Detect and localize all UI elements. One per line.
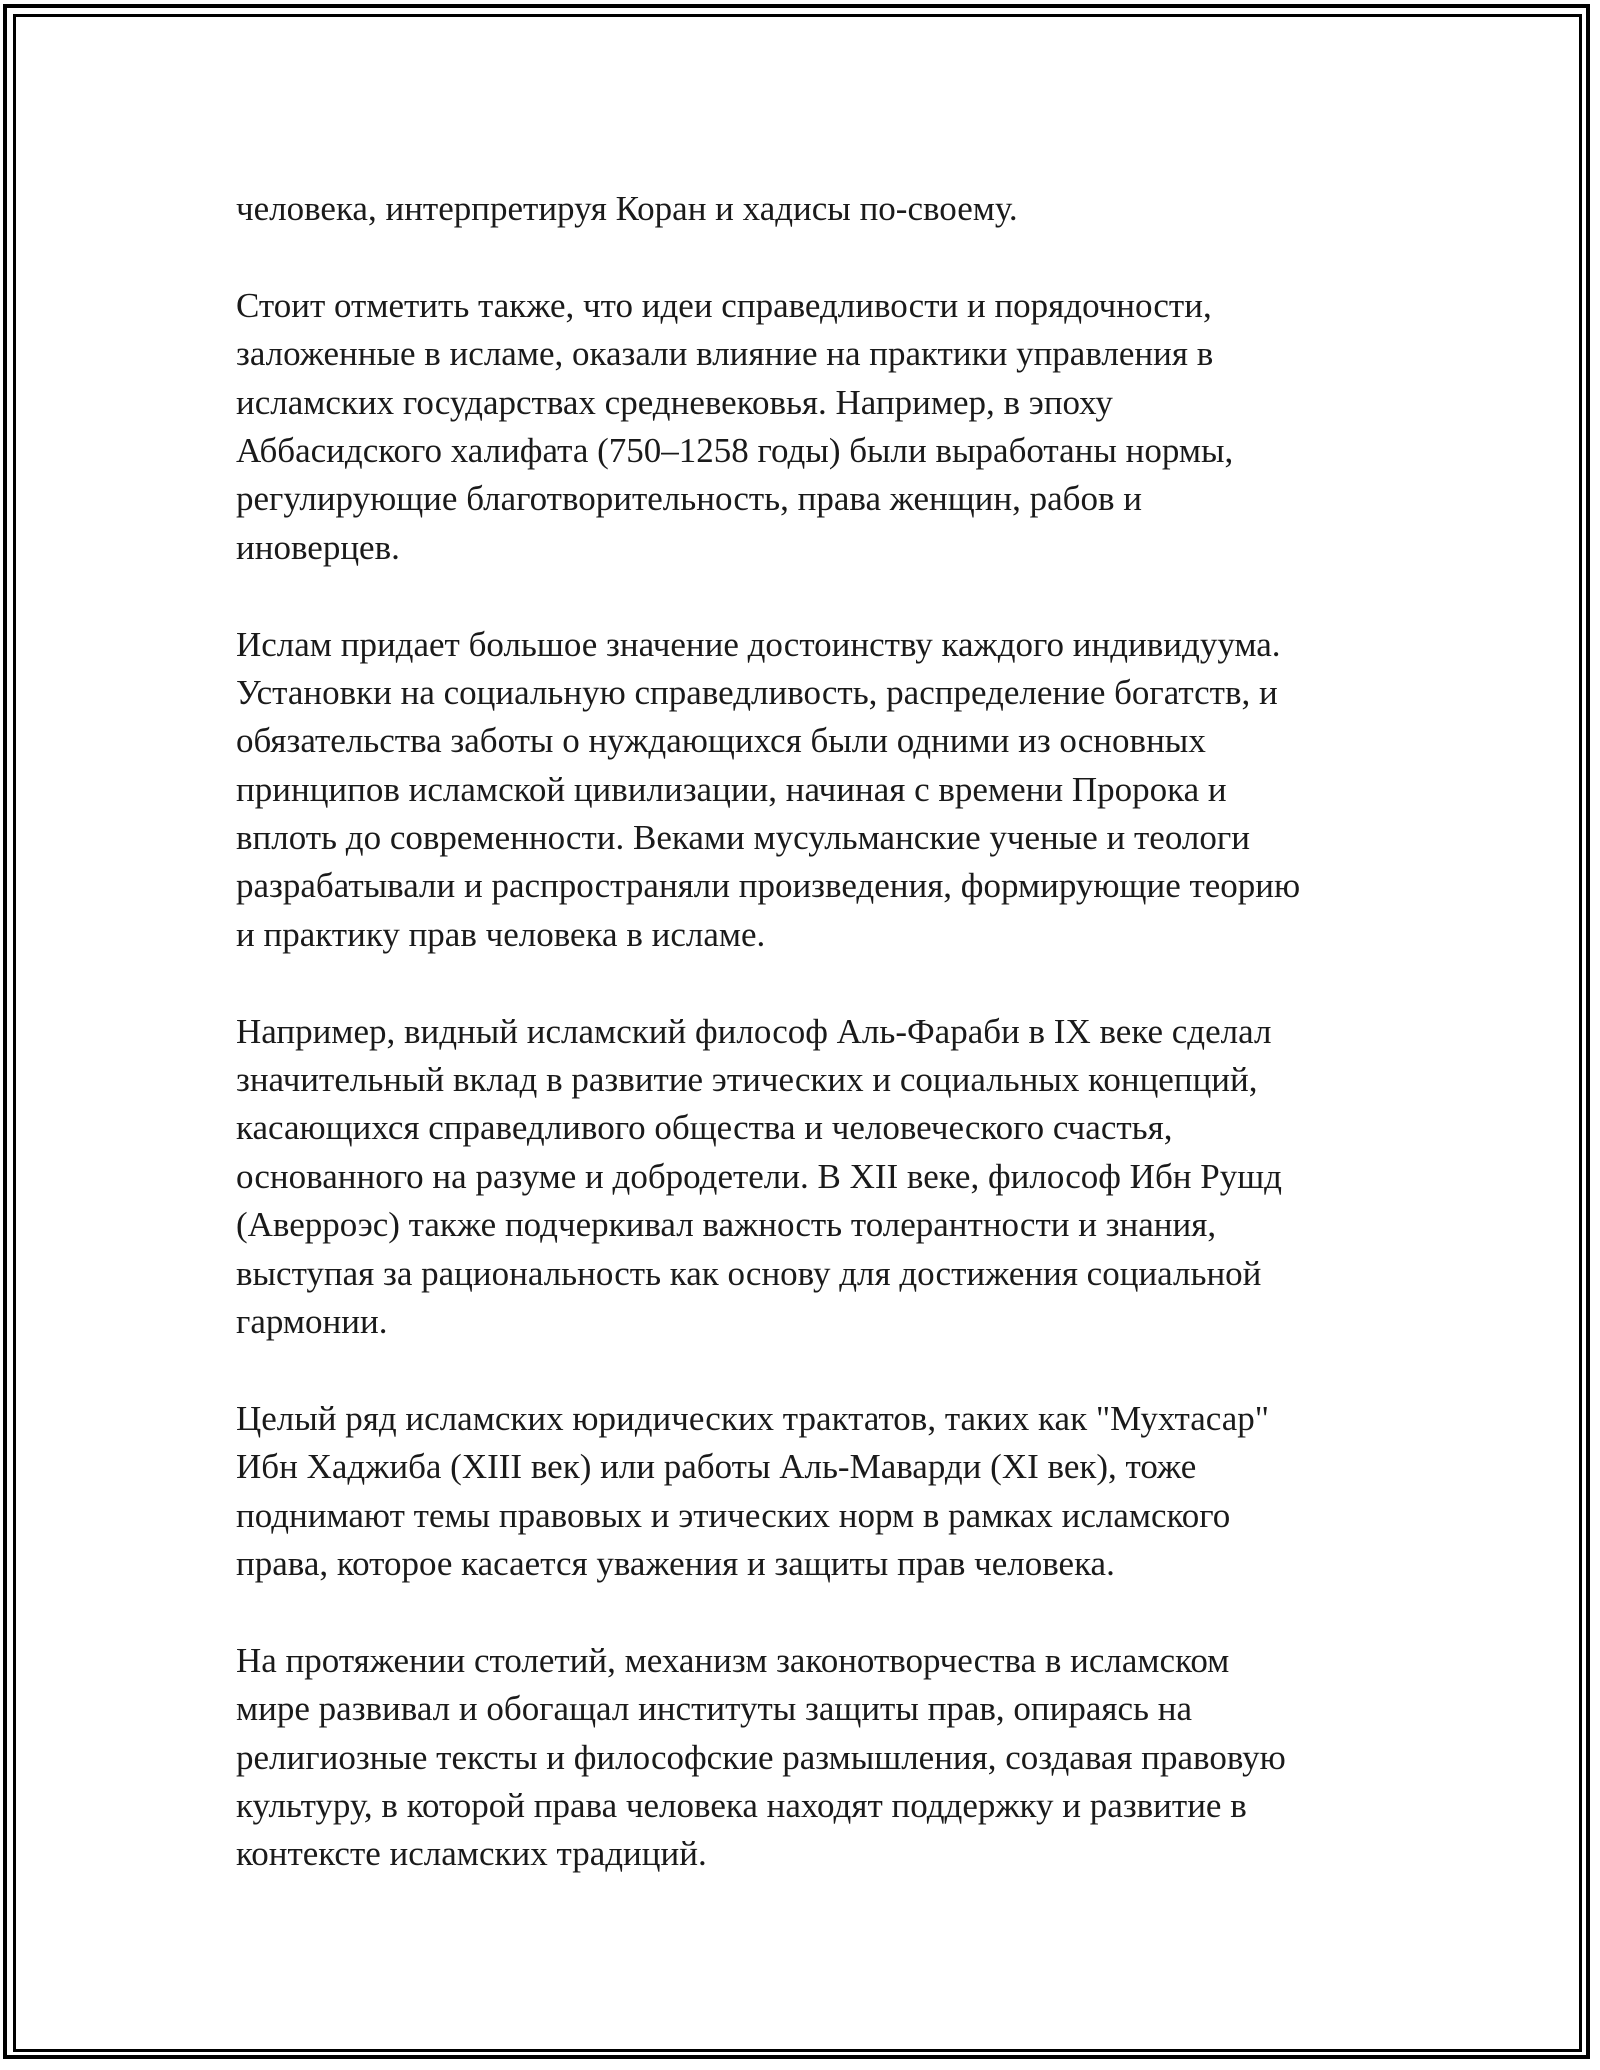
text-line: Ислам придает большое значение достоинству каждого индивидуума. (236, 624, 1281, 664)
text-line: Аббасидского халифата (750–1258 годы) были выработаны нормы, (236, 430, 1234, 470)
text-line: Например, видный исламский философ Аль-Фараби в IX веке сделал (236, 1011, 1272, 1051)
paragraph (236, 1395, 1376, 1589)
text-line: заложенные в исламе, оказали влияние на практики управления в (236, 334, 1214, 374)
paragraph (236, 185, 1376, 233)
text-line: религиозные тексты и философские размышления, создавая правовую (236, 1737, 1286, 1777)
text-line: контексте исламских традиций. (236, 1834, 707, 1874)
text-line: поднимают темы правовых и этических норм в рамках исламского (236, 1495, 1231, 1535)
paragraph-spacer (236, 1588, 1376, 1636)
text-line: значительный вклад в развитие этических и социальных концепций, (236, 1060, 1258, 1100)
text-line: человека, интерпретируя Коран и хадисы по-своему. (236, 189, 1018, 228)
document-body (236, 185, 1376, 1879)
text-line: гармонии. (236, 1301, 388, 1341)
paragraph-spacer (236, 233, 1376, 281)
paragraph (236, 621, 1376, 960)
text-line: основанного на разуме и добродетели. В XII веке, философ Ибн Рушд (236, 1156, 1282, 1196)
text-line: вплоть до современности. Веками мусульманские ученые и теологи (236, 818, 1250, 858)
paragraph (236, 1008, 1376, 1347)
text-line: Установки на социальную справедливость, распределение богатств, и (236, 672, 1278, 712)
text-line: выступая за рациональность как основу для достижения социальной (236, 1253, 1262, 1293)
text-line: принципов исламской цивилизации, начиная с времени Пророка и (236, 769, 1227, 809)
text-line: Стоит отметить также, что идеи справедливости и порядочности, (236, 285, 1212, 325)
text-line: разрабатывали и распространяли произведения, формирующие теорию (236, 866, 1301, 906)
paragraph (236, 1637, 1376, 1879)
paragraph-spacer (236, 959, 1376, 1007)
text-line: исламских государствах средневековья. Например, в эпоху (236, 382, 1113, 422)
text-line: мире развивал и обогащал институты защиты прав, опираясь на (236, 1689, 1193, 1729)
text-line: Ибн Хаджиба (XIII век) или работы Аль-Маварди (XI век), тоже (236, 1447, 1197, 1487)
paragraph (236, 282, 1376, 572)
paragraph-spacer (236, 572, 1376, 620)
text-line: обязательства заботы о нуждающихся были одними из основных (236, 721, 1206, 761)
text-line: иноверцев. (236, 527, 400, 567)
paragraph-spacer (236, 1346, 1376, 1394)
text-line: права, которое касается уважения и защиты прав человека. (236, 1543, 1115, 1583)
text-line: На протяжении столетий, механизм законотворчества в исламском (236, 1640, 1230, 1680)
text-line: регулирующие благотворительность, права женщин, рабов и (236, 479, 1142, 519)
text-line: касающихся справедливого общества и человеческого счастья, (236, 1108, 1173, 1148)
text-line: (Аверроэс) также подчеркивал важность толерантности и знания, (236, 1205, 1217, 1245)
text-line: Целый ряд исламских юридических трактатов, таких как "Мухтасар" (236, 1398, 1270, 1438)
text-line: культуру, в которой права человека находят поддержку и развитие в (236, 1785, 1247, 1825)
text-line: и практику прав человека в исламе. (236, 914, 766, 954)
